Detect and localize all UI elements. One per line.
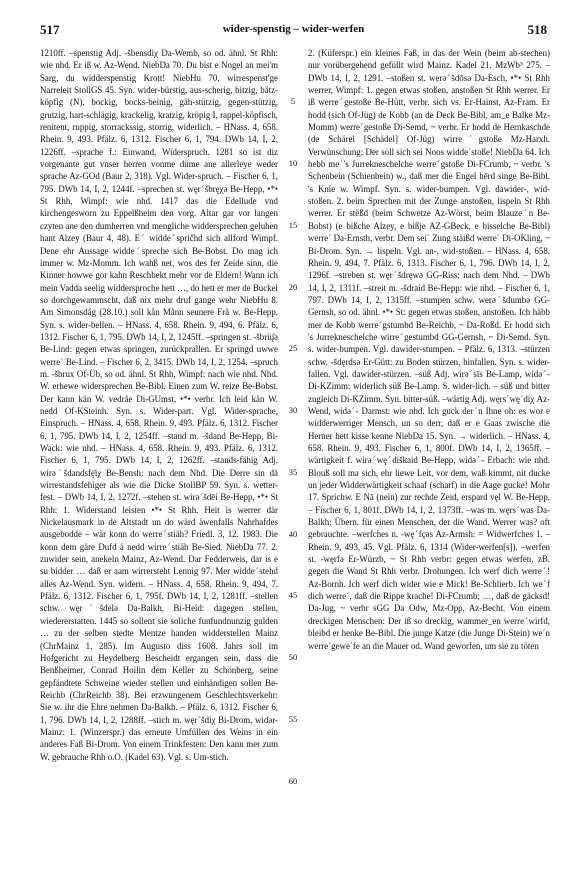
page-number-left: 517 (40, 22, 60, 37)
right-column-text: 2. (Küferspr.) ein kleines Faß, in das der Wein (beim ab-stechen) nur vorübergehend gefüllt wird Mainz. Kadel 21. MzWb³ 275. – DWb 14, I, 2, 1291. –stoßen st. werəˊšdōsə Da-Esch, •*• St Rhh werrer, Wimpf: 1. gegen etwas stoßen, anstoßen St Rhh werrer. Er iß werreˊgestoße Be-Hütt, verbr. sich vs. Er-Hainst, Az-Fram. Er hodd (sich Of-Jüg) de Kobb (an de Deck Be-Bibl, am_e Balke Mz-Momm) werreˊgestoße Di-Semd, ~ verbr. Er hodd de Hernkaschde (de Schärel [Schädel] Of-Jüg) wirreˊgstoße Mz-Harxh. Verwünschung: Der soll sich sei Noos widdeˊstoße! NiebDa 64. Ich hebb meˊ's Jurrekneschelche werreˊgstoße Di-FCrumb, ~ verbr. 's Schenbein (Schienbein) w., daß mer die Engel hērd singe Be-Bibl. 's Knie w. Wimpf. Syn. s. wider-bumpen. Vgl. dawider-, wid-stoßen. 2. beim Sprechen mit der Zunge anstoßen, lispeln St Rhh werrer. Er stëßd (beim Schwetze Az-Wörst, beim Blauzeˊn Be-Bobst) (e bißche Alzey, e bißje AZ-GBeck, e bisselche Be-Bibl) werreˊ Da-Ernsth, verbr. Dem seiˊ Zung stäißd werreˊ Di-OKling, ~ Bi-Drom. Syn. → lispeln. Vgl. an-, wid-stoßen. – HNass. 4, 658. Rhein. 9, 494, 7. Pfälz. 6, 1313. Fischer 6, 1, 796. DWb 14, I, 2, 1296f. –streben st. węrˊšdręwə GG-Riss: nach dem Nhd. – DWb 14, I, 2, 1311f. –streit m. -šdraid Be-Hepp: wie nhd. – Fischer 6, 1, 797. DWb 14, I, 2, 1315ff. –stumpen schw. werəˊšdumbə GG-Gernsh, so od. ähnl. •*• St: gegen etwas stoßen, anstoßen. Ich häbb mer de Kobb werreˊgstumbd Be-Reichb, ~ Da-Roßd. Er hodd sich 's Jurrekneschelche wirreˊgestumbd GG-Gernsh, ~ Di-Semd. Syn. s. wider-bumpen. Vgl. dawider-stumpen. – Pfälz. 6, 1313. –stürzen schw. -šdęrdsə Er-Gütt: zu Boden stürzen, hinfallen. Syn. s. wider-fallen. Vgl. dawider-stürzen. –süß Adj. wirəˊsīs Be-Lamp, widəˊ- Di-KZimm: widerlich süß Be-Lamp. S. wider-lich. – süß und bitter zugleich Di-KZimm. Syn. bitter-süß. –wärtig Adj. węrsˊwęˊdiχ Az-Wend, widəˊ- Darmst: wie nhd. Ich guck derˊn Ihne oh: es wor e widderwerriger Mensch, un so derr, daß er e Gaas zwische die Herner hett kisse kenne NiebDa 15. Syn. → widerlich. – HNass. 4, 658. Rhein. 9, 493. Fischer 6, 1, 800f. DWb 14, I, 2, 1365ff. –wärtigkeit f. wirəˊwęˊdiškaid Be-Hepp, widəˊ- Erbach: wie nhd. Blouß soll ma sich, ehr liewe Leit, vor dem, waß kimmt, nit ducke un jeder Widderwärtigkeit schaaf (scharf) in die Aage gucke! Mohr 17. Sprichw. E Nā (nein) zur rechde Zeid, erspard vęl W. Be-Hepp. – Fischer 6, 1, 801f. DWb 14, I, 2, 1373ff. –was m. węrsˊwas Da-Balkh: Übern. für einen Menschen, der die Wand. Werrer was? oft gebrauchte. –werfches n. -węˊfçəs Az-Armsh: = Widwerfches 1. – Rhein. 9, 493, 45. Vgl. Pfälz. 6, 1314 (Wider-werfen[s]). –werfen st. -węrfə Er-Würzb, ~ St Rhh verbr: gegen etwas werfen, zB. gegen die Wand St Rhh verbr. Drohungen. Ich werf dich werreˊ! Az-Bornh. Ich werf dich wider wie e Mick! Be-Schlierb. Ich weˊf dich werreˊ, daß die Rippe krache! Di-FCrumb; …, daß de gäcksd! Da-Jug, ~ verbr sGG Da Odw, Mz-Opp, Az-Becht. Von einem dreckigen Menschen: Der iß so dreckig, wammer_en werreˊwirfd, bleibd er henke Be-Bibl. Die junge Katze (die Junge Di-Stein) weˊn werreˊgeweˊfe an die Mauer od. Wand geworfen, um sie zu töten (308, 48, 550, 651)
line-number: 40 (288, 528, 298, 539)
left-column-text: 1210ff. –spenstig Adj. -šbensdiχ Da-Wemb, so od. ähnl. St Rhh: wie nhd. Er iß w. Az-Wend. NiebDa 70. Du bist e Nogel an mei'm Sarg, du widderspenstig Krott! NiebHu 70. wirrespenst'ge Narreleit StollGS 45. Syn. wider-bürstig, aus-scherig, bitzig, bätz-köpfig (N), bockig, bocks-beinig, gäh-stützig, gegen-stützig, grutzig, hart-schlägig, krackelig, kratzig, kröpig I, rappel-köpfisch, renitent, ruppig, storrackssig, storrig, widerlich. – HNass. 4, 658. Rhein. 9, 493. Pfälz. 6, 1312. Fischer 6, 1, 794. DWb 14, I, 2, 1226ff. –sprache f.: Einwand, Widerspruch. 1281 so ist diz vorgenante gut vnser herren vonme düme ane allerleye weder sprache Az-GOd (Baur 2, 318). Vgl. Wider-spruch. – Fischer 6, 1, 795. DWb 14, I, 2, 1244f. –sprechen st. węrˊšbręχə Be-Hepp, •*• St Rhh, Wimpf: wie nhd. 1417 das die Edellude vnd kirchengesworn zu Eppelßheim den vorg. Altar gar vor langen czyten ane den dumherren vnd mengliche widdersprechen geluhen hant Alzey (Baur 4, 48). Eˊ widdeˊspričhd sich allford Wimpf. Dene ehr Aussage widdeˊspreche sich Be-Bobst. Do mag ich immer w. Mz-Momm. Ich wahß net, wos des fer Zeide sinn, die Kinner howwe gor kahn Reschbekt mehr vor de Eldern! Wann ich mein Vadda seelig widdersproche hett …, do hett er mer de Buckel so dorchgewammscht, daß nix mehr druf gange wehr NiebHu 8. Am Simonsdåg (28.10.) soll kån Månn seunere Frå w. Be-Hepp. Syn. s. wider-bellen. – HNass. 4, 658. Rhein. 9, 494, 6. Pfälz. 6, 1312. Fischer 6, 1, 795. DWb 14, I, 2, 1245ff. –springen st. -šbrių̈ə Be-Lind: gegen etwas springen, zurückprallen. Er springd uwwe werreˊ Be-Lind. – Fischer 6, 2, 3415. DWb 14, I, 2, 1254. –spruch m. -šbrux Of-Üb, so od. ähnl. St Rhh, Wimpf: nach wie nhd. Nhd. W. erhewe widersprechen Be-Bibl. Einen zum W. reize Be-Bobst. Der kann kän W. vedråe Di-GUmst, •*• verbr. Ich leid kän W. nedd Of-KSteinh. Syn. s. Wider-part. Vgl. Wider-sprache, Einspruch. – HNass. 4, 658. Rhein. 9, 493. Pfälz. 6, 1312. Fischer 6, 1, 795. DWb 14, I, 2, 1254ff. –stand m. -šdand Be-Hepp, Bi-Wack: wie nhd. – HNass. 4, 658. Rhein. 9, 493. Pfälz. 6, 1312. Fischer 6, 1, 795. DWb 14, I, 2, 1262ff. –stands-fähig Adj. wirəˊšdandsfę̄iχ Be-Bensh: nach dem Nhd. Die Derre sin dä wirrestandsfehiger als wie die Dicke StollBP 59. Syn. s. wetter-fest. – DWb 14, I, 2, 1272f. –stehen st. wirəˊšdēi Be-Hepp, •*• St Rhh: 1. Widerstand leisten •*• St Rhh. Heit is werrer där Nickelausmark in de Altstadt un do wärd äwenfalls Nahrhafdes ausgebodde – wär konn do werreˊstiäh? Friedl. 3, 12. 1983. Die konn dem gäre Dufd ä nedd wirreˊstiäh Be-Sied. NiebDa 77. 2. zuwider sein, anekeln Mainz, Az-Wend. Dar Fedderweis, dar is e su bidder … daß er aam wirrersteht Lennig 97. Mer widdeˊstehd alles Az-Wend. Syn. widern. – HNass. 4, 658. Rhein. 9, 494, 7. Pfälz. 6, 1312. Fischer 6, 1, 795f. DWb 14, I, 2, 1281ff. –stellen schw. węrˊšdelə Da-Balkh, Bi-Heid: dagegen stellen, wiedererstatten. 1445 so sollent sie soliche funfundnunzig gulden … zu der selben stedte Mentze handen widderstellen Mainz (ChrMainz 1, 285). Im Augusto diss 1608. Jahrs soll im Hofgericht zu Heydelberg Bescheidt ergangen sein, dass die Benßheimer, Conrad Hoilin dem Keller zu Schönberg, seine gepfändtete Schweine wieder stellen und einhändigen sollen Be-Reichb (ChrReichb 38). Bei erzwungenem Geschlechtsverkehr: Sie w. ihr die Ehre nehmen Da-Balkh. – Pfälz. 6, 1312. Fischer 6, 1, 796. DWb 14, I, 2, 1288ff. –stich m. węrˊšdiχ Bi-Drom, widər- Mainz: 1. (Winzerspr.) das erneute Umfüllen des Weins in ein anderes Faß Bi-Drom. Von einem Trinkfesten: Den kann mer zum W. gebrauche Rhh o.O. (Kadel 63). Vgl. s. Um-stich. (40, 48, 278, 762)
line-number: 25 (288, 343, 298, 354)
line-number: 20 (288, 281, 298, 292)
line-numbers (282, 47, 304, 847)
right-column (308, 47, 550, 847)
page-header (40, 22, 547, 38)
running-title: wider-spenstig – wider-werfen (222, 23, 365, 35)
line-number: 60 (288, 775, 298, 786)
line-number: 10 (288, 158, 298, 169)
line-number: 45 (288, 590, 298, 601)
left-column (40, 47, 278, 847)
line-number: 35 (288, 466, 298, 477)
line-number: 30 (288, 405, 298, 416)
line-number: 5 (290, 96, 296, 107)
line-number: 15 (288, 219, 298, 230)
line-number: 50 (288, 652, 298, 663)
page-number-right: 518 (527, 22, 547, 37)
line-number: 55 (288, 713, 298, 724)
